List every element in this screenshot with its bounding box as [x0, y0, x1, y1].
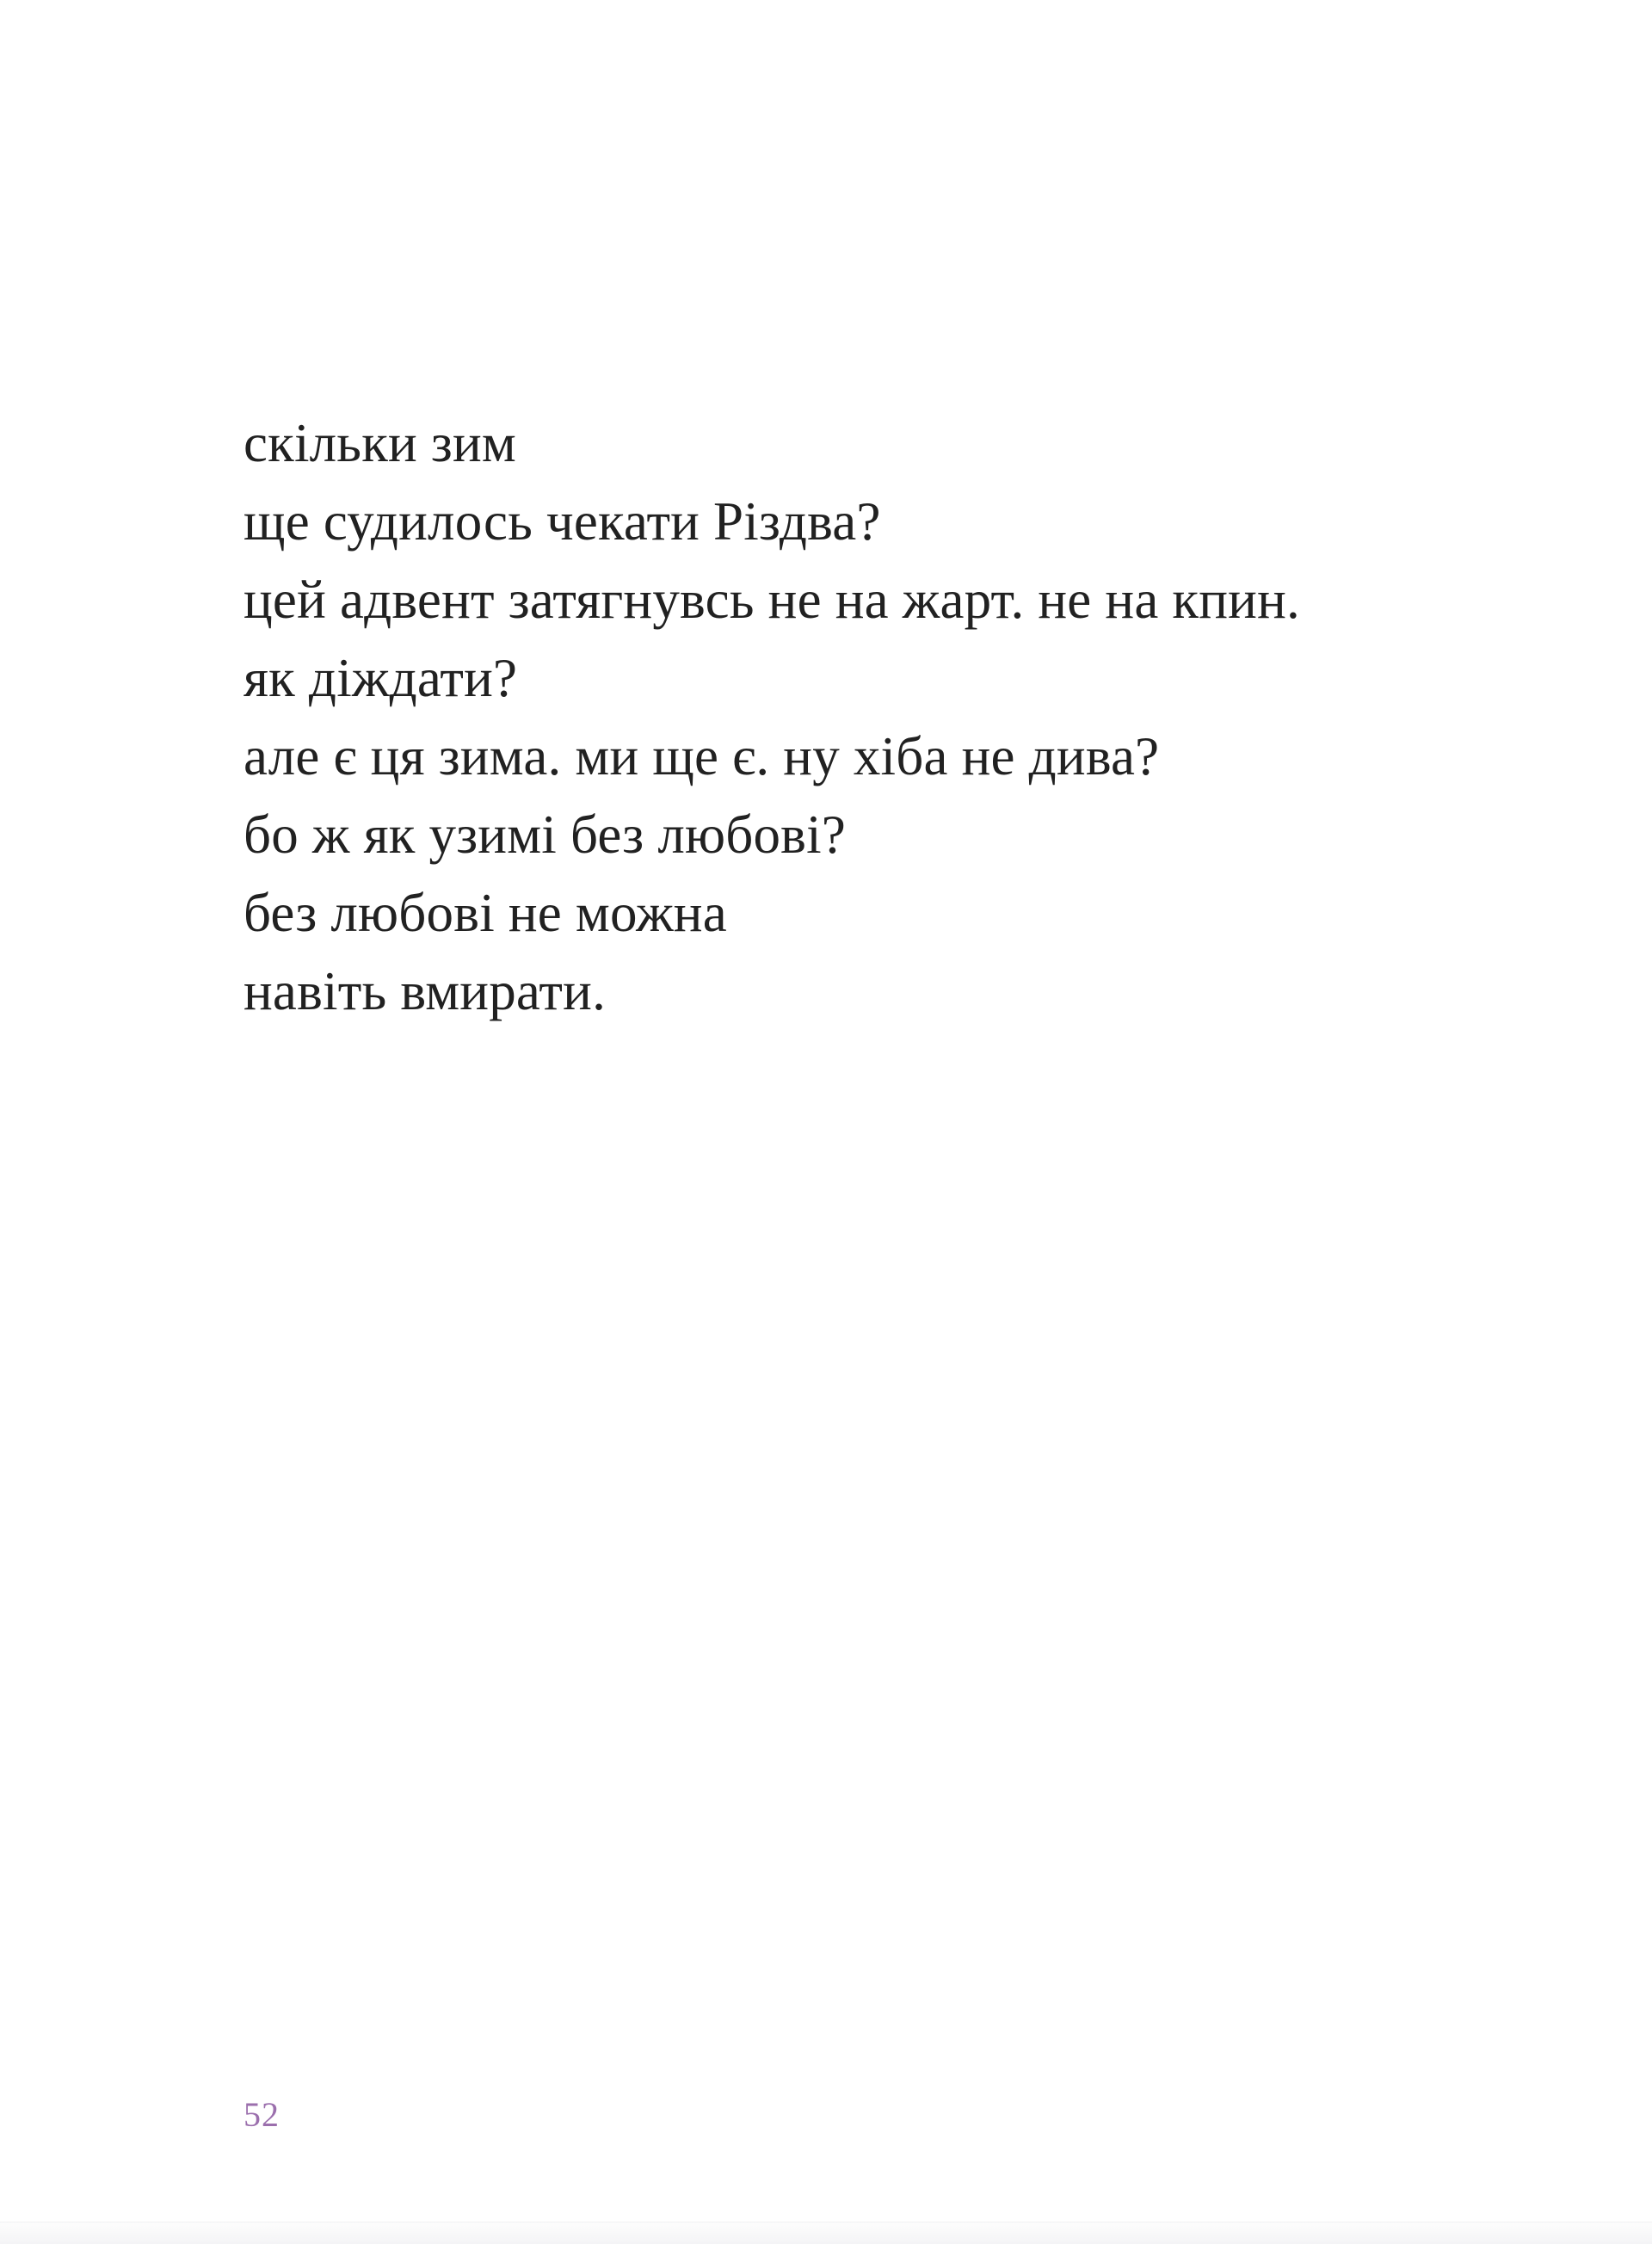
poem-line: цей адвент затягнувсь не на жарт. не на кпин. — [243, 570, 1300, 630]
poem — [243, 404, 1549, 1031]
poem-line: бо ж як узимі без любові? — [243, 805, 846, 865]
poem-line: але є ця зима. ми ще є. ну хіба не дива? — [243, 726, 1160, 786]
poem-line: навіть вмирати. — [243, 961, 607, 1021]
poem-line: ще судилось чекати Різдва? — [243, 491, 881, 552]
poem-line: як діждати? — [243, 648, 518, 708]
poem-line: скільки зим — [243, 413, 516, 473]
page-number: 52 — [243, 2095, 280, 2134]
poem-line: без любові не можна — [243, 883, 727, 943]
viewer-background-strip — [0, 2222, 1652, 2244]
